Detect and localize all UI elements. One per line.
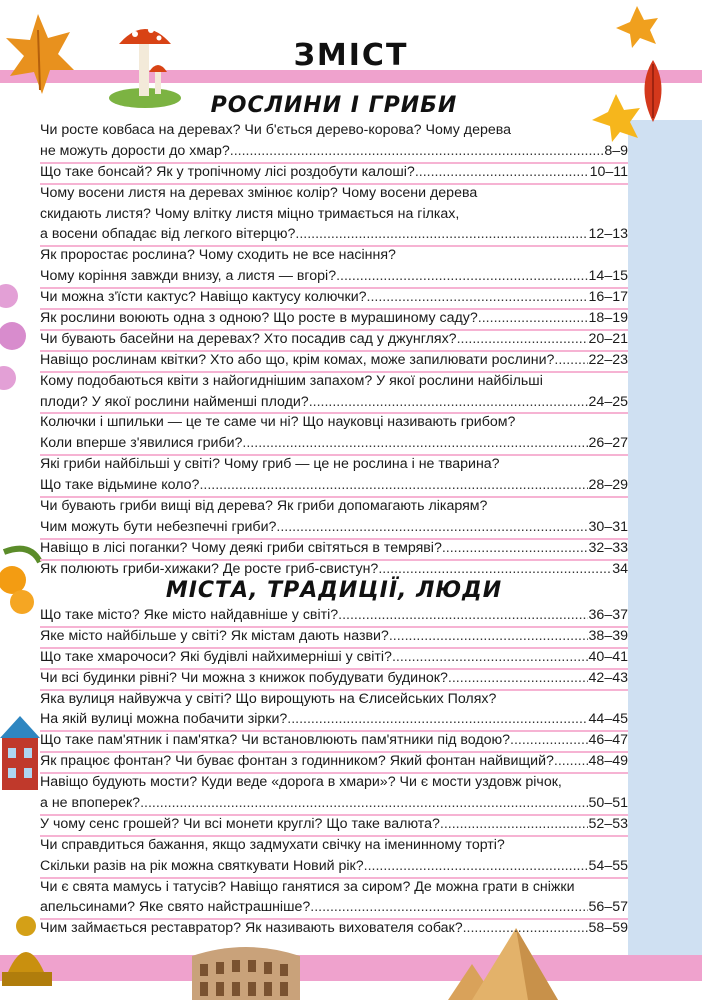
- toc-entry[interactable]: [40, 350, 628, 371]
- toc-entry[interactable]: [40, 626, 628, 647]
- toc-entry-text: У чому сенс грошей? Чи всі монети круглі? Що таке валюта?: [40, 815, 440, 832]
- dot-leader: [295, 224, 587, 245]
- section-title: МІСТА, ТРАДИЦІЇ, ЛЮДИ: [165, 578, 503, 603]
- toc-entry-text: Як полюють гриби-хижаки? Де росте гриб-свистун?: [40, 560, 379, 577]
- dot-leader: [389, 626, 588, 647]
- toc-entry-text: Чи росте ковбаса на деревах? Чи б'ється дерево-корова? Чому дерева: [40, 122, 512, 138]
- toc-entry[interactable]: [40, 877, 628, 919]
- toc-entry-text: Чи є свята мамусь і татусів? Навіщо ганятися за сиром? Де можна грати в сніжки: [40, 878, 575, 895]
- dot-leader: [510, 730, 588, 751]
- toc-entry-text: Що таке бонсай? Як у тропічному лісі роздобути калоші?: [40, 163, 415, 180]
- toc-entry[interactable]: [40, 647, 628, 668]
- bottom-pink-band: [0, 955, 702, 981]
- dot-leader: [367, 287, 588, 308]
- building-icon: [0, 712, 42, 792]
- page-number: 58–59: [588, 920, 628, 937]
- orchid-flower-icon: [0, 280, 30, 400]
- page-number: 36–37: [588, 607, 628, 623]
- dot-leader: [242, 433, 587, 454]
- page-number: 30–31: [588, 518, 628, 535]
- toc-entry[interactable]: [40, 668, 628, 689]
- toc-entry-text: Коли вперше з'явилися гриби?: [40, 435, 243, 452]
- right-blue-column: [628, 120, 702, 955]
- dot-leader: [554, 350, 587, 371]
- toc-entry-text: Як працює фонтан? Чи буває фонтан з годинником? Який фонтан найвищий?: [40, 753, 554, 770]
- toc-entry-text: Чи бувають гриби вищі від дерева? Як гриби допомагають лікарям?: [40, 498, 488, 515]
- toc-entry-text: Які гриби найбільші у світі? Чому гриб — це не рослина і не тварина?: [40, 456, 500, 473]
- toc-entry-text: На якій вулиці можна побачити зірки?: [40, 711, 288, 728]
- toc-list: [40, 605, 628, 939]
- dot-leader: [457, 329, 588, 350]
- section-title: РОСЛИНИ І ГРИБИ: [210, 93, 458, 118]
- dot-leader: [442, 538, 588, 559]
- toc-entry[interactable]: [40, 918, 628, 939]
- dot-leader: [199, 475, 587, 496]
- page-number: 20–21: [588, 330, 628, 347]
- toc-entry-text: Чи можна з'їсти кактус? Навіщо кактусу колючки?: [40, 289, 367, 306]
- toc-entry-text: Кому подобаються квіти з найогиднішим запахом? У якої рослини найбільші: [40, 372, 543, 389]
- page-number: 16–17: [588, 289, 628, 306]
- toc-entry[interactable]: [40, 183, 628, 246]
- dot-leader: [140, 793, 587, 814]
- page-number: 8–9: [604, 142, 628, 159]
- toc-entry-text: скидають листя? Чому влітку листя міцно тримається на гілках,: [40, 205, 460, 222]
- toc-entry-text: Колючки і шпильки — це те саме чи ні? Що науковці називають грибом?: [40, 414, 516, 431]
- page-number: 24–25: [588, 393, 628, 410]
- toc-entry-text: апельсинами? Яке свято найстрашніше?: [40, 899, 311, 916]
- toc-entry-text: Чи всі будинки рівні? Чи можна з книжок побудувати будинок?: [40, 669, 448, 686]
- toc-entry-text: а не впоперек?: [40, 795, 141, 812]
- page-number: 46–47: [588, 732, 628, 749]
- toc-entry[interactable]: [40, 751, 628, 772]
- toc-entry[interactable]: [40, 605, 628, 626]
- page-number: 40–41: [588, 648, 628, 665]
- toc-entry-text: не можуть дорости до хмар?: [40, 142, 230, 159]
- page-number: 14–15: [588, 268, 628, 285]
- page-number: 56–57: [588, 899, 628, 916]
- toc-entry[interactable]: [40, 329, 628, 350]
- toc-entry[interactable]: [40, 412, 628, 454]
- dot-leader: [276, 517, 587, 538]
- toc-entry-text: Навіщо рослинам квітки? Хто або що, крім комах, може запилювати рослини?: [40, 351, 555, 368]
- page-number: 54–55: [588, 857, 628, 874]
- toc-entry[interactable]: [40, 308, 628, 329]
- toc-entry[interactable]: [40, 772, 628, 814]
- page-number: 44–45: [588, 711, 628, 728]
- toc-entry[interactable]: [40, 120, 628, 162]
- toc-entry-text: Навіщо в лісі поганки? Чому деякі гриби світяться в темряві?: [40, 539, 442, 556]
- page-number: 50–51: [588, 795, 628, 812]
- dot-leader: [338, 605, 587, 626]
- page-number: 42–43: [588, 669, 628, 686]
- toc-entry-text: Як проростає рослина? Чому сходить не все насіння?: [40, 247, 396, 264]
- toc-entry-text: Що таке місто? Яке місто найдавніше у світі?: [40, 607, 339, 623]
- toc-entry-text: Чому восени листя на деревах змінює колір? Чому восени дерева: [40, 184, 478, 201]
- page-number: 34: [612, 560, 628, 577]
- dot-leader: [287, 709, 587, 730]
- toc-entry-text: Яка вулиця найвужча у світі? Що вирощують на Єлисейських Полях?: [40, 690, 497, 707]
- dot-leader: [364, 856, 588, 877]
- toc-entry-text: Як рослини воюють одна з одною? Що росте в мурашиному саду?: [40, 310, 478, 327]
- dot-leader: [463, 918, 588, 939]
- section-cities-traditions-people: [40, 577, 628, 939]
- dot-leader: [478, 308, 588, 329]
- orange-fruit-icon: [0, 542, 44, 618]
- dot-leader: [392, 647, 588, 668]
- toc-entry[interactable]: [40, 730, 628, 751]
- toc-entry-text: Чи справдиться бажання, якщо задмухати свічку на іменинному торті?: [40, 836, 505, 853]
- page-number: 10–11: [589, 163, 628, 180]
- dot-leader: [309, 392, 588, 413]
- dot-leader: [336, 266, 587, 287]
- section-plants-mushrooms: [40, 92, 628, 580]
- dot-leader: [230, 141, 604, 162]
- toc-entry[interactable]: [40, 835, 628, 877]
- toc-entry[interactable]: [40, 689, 628, 731]
- toc-entry[interactable]: [40, 287, 628, 308]
- dot-leader: [415, 162, 589, 183]
- toc-entry-text: Що таке хмарочоси? Які будівлі найхимерніші у світі?: [40, 648, 392, 665]
- toc-entry-text: Що таке відьмине коло?: [40, 477, 200, 494]
- page-number: 48–49: [588, 753, 628, 770]
- page-number: 26–27: [588, 435, 628, 452]
- dot-leader: [554, 751, 588, 772]
- page-number: 52–53: [588, 815, 628, 832]
- toc-entry-text: Скільки разів на рік можна святкувати Новий рік?: [40, 857, 364, 874]
- toc-entry-text: Чи бувають басейни на деревах? Хто посадив сад у джунглях?: [40, 330, 457, 347]
- page-number: 12–13: [588, 226, 628, 243]
- toc-entry[interactable]: [40, 371, 628, 413]
- toc-entry[interactable]: [40, 538, 628, 559]
- toc-entry-text: Чим можуть бути небезпечні гриби?: [40, 518, 277, 535]
- page-number: 22–23: [588, 351, 628, 368]
- toc-entry[interactable]: [40, 496, 628, 538]
- page-title: ЗМІСТ: [293, 38, 409, 73]
- dot-leader: [310, 897, 587, 918]
- page-number: 28–29: [588, 477, 628, 494]
- toc-entry-text: Чим займається реставратор? Як називають вихователя собак?: [40, 920, 463, 937]
- toc-entry-text: Чому коріння завжди внизу, а листя — вгорі?: [40, 268, 337, 285]
- toc-entry-text: Навіщо будують мости? Куди веде «дорога в хмари»? Чи є мости уздовж річок,: [40, 774, 562, 791]
- toc-entry-text: плоди? У якої рослини найменші плоди?: [40, 393, 309, 410]
- toc-entry-text: а восени обпадає від легкого вітерцю?: [40, 226, 296, 243]
- colosseum-icon: [188, 936, 304, 1000]
- toc-entry[interactable]: [40, 454, 628, 496]
- toc-entry[interactable]: [40, 814, 628, 835]
- dot-leader: [440, 814, 588, 835]
- toc-entry-text: Що таке пам'ятник і пам'ятка? Чи встановлюють пам'ятники під водою?: [40, 732, 511, 749]
- page-number: 38–39: [588, 627, 628, 644]
- toc-list: [40, 120, 628, 580]
- page-number: 18–19: [588, 310, 628, 327]
- toc-entry[interactable]: [40, 162, 628, 183]
- toc-entry[interactable]: [40, 245, 628, 287]
- toc-entry-text: Яке місто найбільше у світі? Як містам дають назви?: [40, 627, 389, 644]
- dot-leader: [448, 668, 588, 689]
- page-number: 32–33: [588, 539, 628, 556]
